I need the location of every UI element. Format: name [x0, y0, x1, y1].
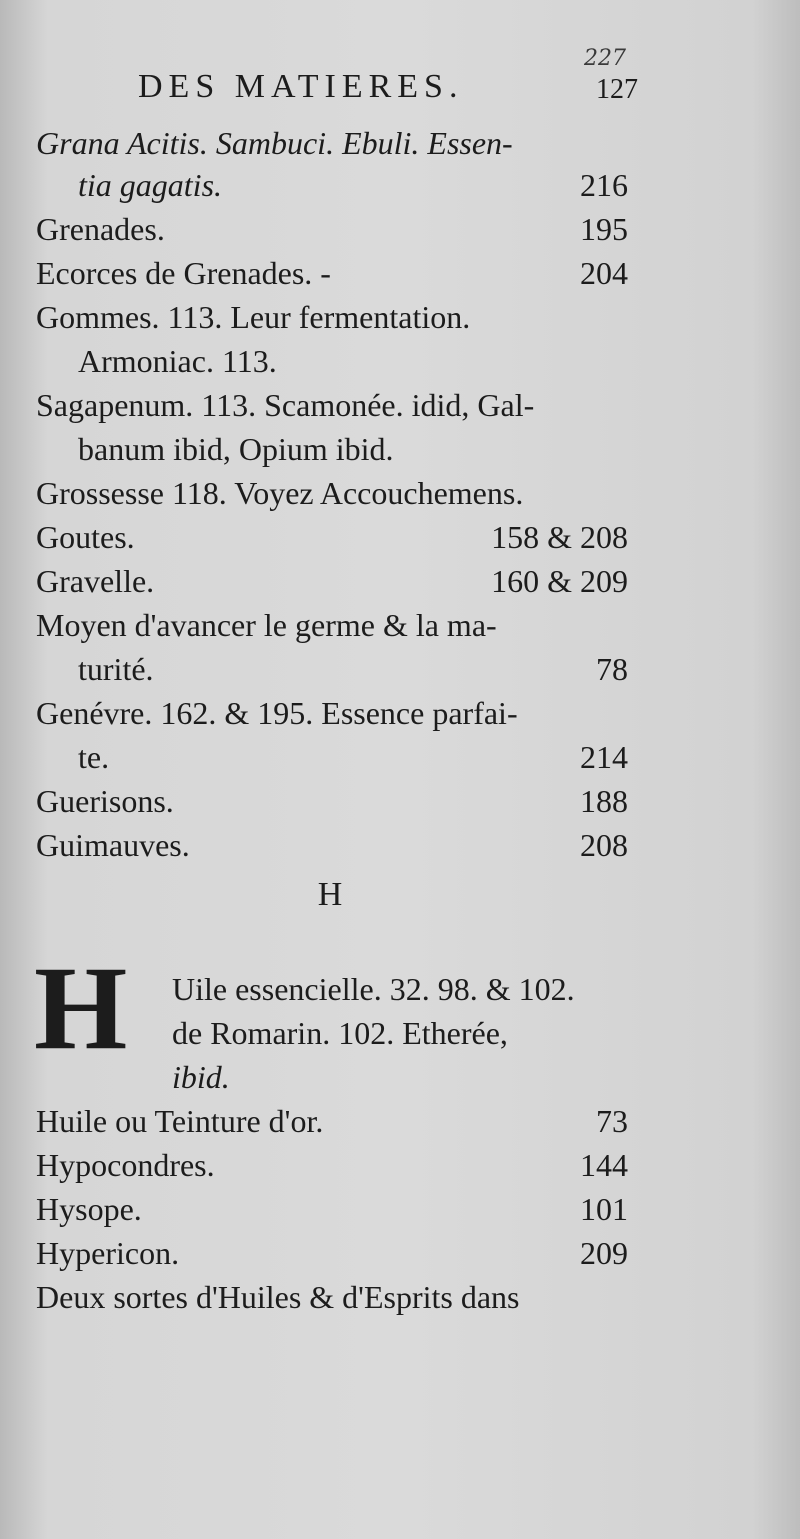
index-entry	[36, 1230, 628, 1276]
index-entry	[36, 382, 628, 428]
index-entry	[78, 426, 628, 472]
index-entry	[36, 514, 628, 560]
entry-page-ref: 160 & 209	[491, 563, 628, 599]
entry-text: Guimauves.	[36, 827, 190, 863]
index-entry	[36, 1142, 628, 1188]
entry-page-ref: 101	[580, 1191, 628, 1227]
index-entry	[78, 338, 628, 384]
header-title: DES MATIERES.	[138, 68, 464, 105]
entry-text: Sagapenum. 113. Scamonée. idid, Gal-	[36, 387, 535, 423]
index-entry	[172, 1054, 628, 1100]
drop-cap: H	[34, 941, 128, 1074]
entry-text: Hysope.	[36, 1191, 142, 1227]
handwritten-page-number: 227	[584, 46, 626, 71]
entry-page-ref: 188	[580, 783, 628, 819]
entry-text: turité.	[78, 651, 154, 687]
entry-text: Deux sortes d'Huiles & d'Esprits dans	[36, 1279, 520, 1315]
index-entry	[36, 690, 628, 736]
entry-text: Grossesse 118. Voyez Accouchemens.	[36, 475, 524, 511]
index-entry	[36, 1274, 628, 1320]
entry-text: Grenades.	[36, 211, 165, 247]
index-entry	[36, 206, 628, 252]
index-entry	[36, 602, 628, 648]
index-entry	[36, 294, 628, 340]
index-entry	[36, 1098, 628, 1144]
index-entry	[78, 734, 628, 780]
entry-text: ibid.	[172, 1059, 230, 1095]
entry-text: Grana Acitis. Sambuci. Ebuli. Essen-	[36, 125, 513, 161]
index-entry	[36, 558, 628, 604]
index-entry	[36, 470, 628, 516]
entry-text: Uile essencielle. 32. 98. & 102.	[172, 971, 575, 1007]
index-entry	[36, 120, 628, 166]
entry-text: Genévre. 162. & 195. Essence parfai-	[36, 695, 518, 731]
entry-text: de Romarin. 102. Etherée,	[172, 1015, 508, 1051]
index-entry	[36, 778, 628, 824]
entry-text: Gravelle.	[36, 563, 155, 599]
entry-text: Moyen d'avancer le germe & la ma-	[36, 607, 497, 643]
entry-text: Hypericon.	[36, 1235, 180, 1271]
index-entry	[36, 822, 628, 868]
entry-text: Goutes.	[36, 519, 135, 555]
entry-page-ref: 73	[596, 1103, 628, 1139]
page-number: 127	[596, 74, 638, 105]
entry-text: tia gagatis.	[78, 167, 223, 203]
entry-page-ref: 204	[580, 255, 628, 291]
entry-page-ref: 209	[580, 1235, 628, 1271]
entry-page-ref: 216	[580, 167, 628, 203]
entry-page-ref: 208	[580, 827, 628, 863]
entry-text: Hypocondres.	[36, 1147, 215, 1183]
entry-page-ref: 214	[580, 739, 628, 775]
section-letter-heading: H	[317, 876, 343, 913]
index-entry	[78, 646, 628, 692]
entry-page-ref: 158 & 208	[491, 519, 628, 555]
index-entry	[172, 1010, 628, 1056]
entry-text: banum ibid, Opium ibid.	[78, 431, 394, 467]
entry-text: te.	[78, 739, 110, 775]
entry-text: Gommes. 113. Leur fermentation.	[36, 299, 471, 335]
index-entry	[172, 966, 628, 1012]
entry-page-ref: 144	[580, 1147, 628, 1183]
entry-text: Guerisons.	[36, 783, 174, 819]
entry-text: Huile ou Teinture d'or.	[36, 1103, 324, 1139]
entry-page-ref: 78	[596, 651, 628, 687]
entry-text: Ecorces de Grenades. -	[36, 255, 331, 291]
running-header	[138, 68, 638, 112]
index-entry	[78, 162, 628, 208]
index-entry	[36, 250, 628, 296]
entry-page-ref: 195	[580, 211, 628, 247]
index-entry	[36, 1186, 628, 1232]
entry-text: Armoniac. 113.	[78, 343, 277, 379]
